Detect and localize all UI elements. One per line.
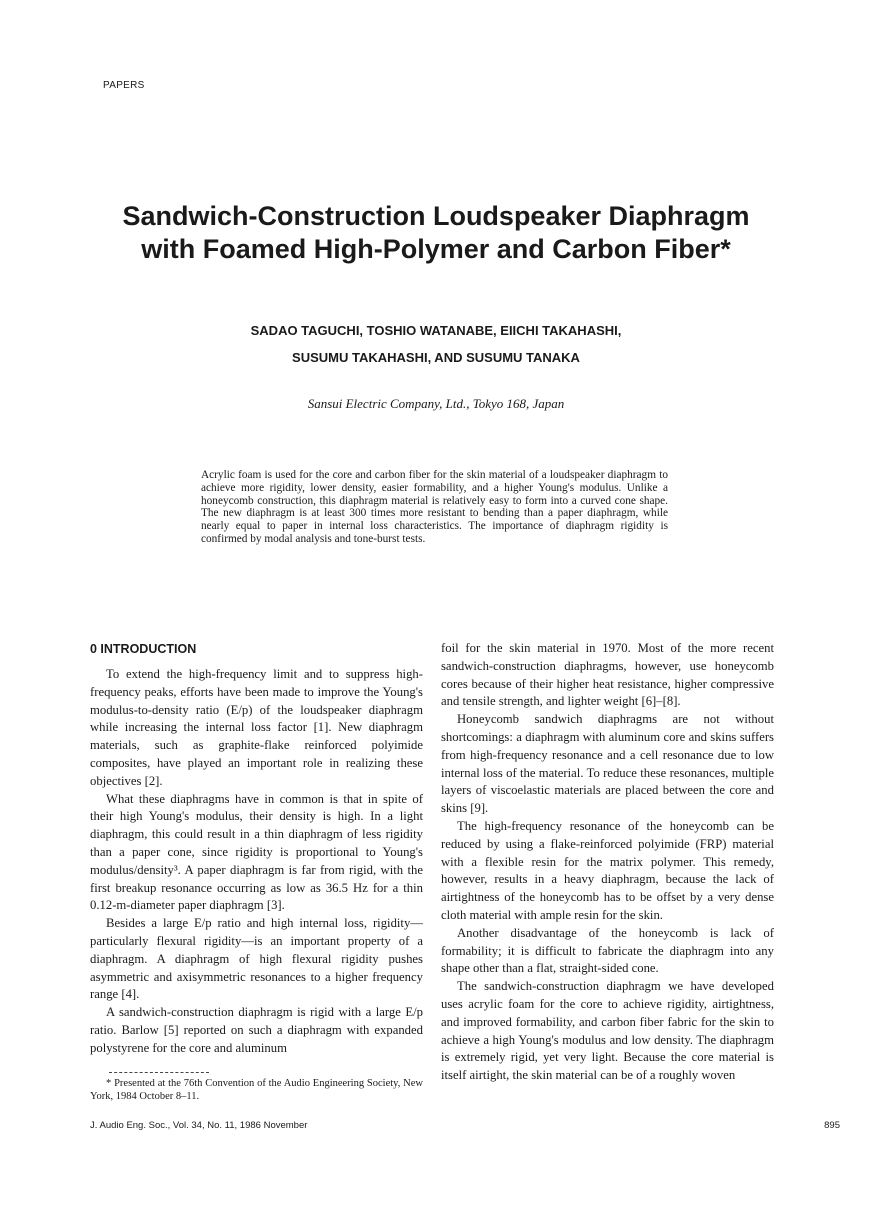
abstract: Acrylic foam is used for the core and carbon fiber for the skin material of a loudspeaker diaphragm to achieve more rigidity, lower density, easier formability, and a higher Young's modulus. Unlike a honeycomb construction, this diaphragm material is relatively easy to form into a curved cone shape. The new diaphragm is at least 300 times more resistant to bending than a paper diaphragm, while nearly equal to paper in internal loss characteristics. The importance of diaphragm rigidity is confirmed by modal analysis and tone-burst tests.: [201, 469, 668, 545]
paragraph: The high-frequency resonance of the honeycomb can be reduced by using a flake-reinforced polyimide (FRP) material with a flexible resin for the matrix polymer. This remedy, however, results in a heavy diaphragm, because the lack of airtightness of the honeycomb has to be offset by a very dense cloth material with ample resin for the skin.: [441, 818, 774, 922]
right-column: [441, 640, 774, 1085]
section-label: PAPERS: [103, 80, 145, 91]
paragraph: Honeycomb sandwich diaphragms are not without shortcomings: a diaphragm with aluminum core and skins suffers from high-frequency resonance and a cell resonance due to low internal loss of the material. To reduce these resonances, multiple layers of viscoelastic materials are placed between the core and skins [9].: [441, 712, 774, 816]
paragraph: The sandwich-construction diaphragm we have developed uses acrylic foam for the core to achieve rigidity, airtightness, and improved formability, and carbon fiber fabric for the skin to achieve a high Young's modulus and low density. The diaphragm is extremely rigid, yet very light. Because the core material is itself airtight, the skin material can be of a roughly woven: [441, 979, 774, 1083]
paper-title: [60, 200, 812, 266]
journal-citation: J. Audio Eng. Soc., Vol. 34, No. 11, 1986 November: [90, 1120, 308, 1131]
title-line-1: Sandwich-Construction Loudspeaker Diaphragm: [122, 201, 750, 231]
affiliation: Sansui Electric Company, Ltd., Tokyo 168, Japan: [307, 396, 565, 411]
paragraph: What these diaphragms have in common is that in spite of their high Young's modulus, their density is high. In a light diaphragm, this could result in a thin diaphragm of less rigidity than a paper cone, since rigidity is proportional to Young's modulus/density³. A paper diaphragm is far from rigid, with the first breakup resonance occurring as low as 36.5 Hz for a thin 0.12-m-diameter paper diaphragm [3].: [90, 791, 423, 913]
paragraph: To extend the high-frequency limit and to suppress high-frequency peaks, efforts have been made to improve the Young's modulus-to-density ratio (E/p) of the loudspeaker diaphragm while increasing the internal loss factor [1]. New diaphragm materials, such as graphite-flake reinforced polyimide composites, have played an important role in realizing these objectives [2].: [90, 667, 423, 788]
paragraph: A sandwich-construction diaphragm is rigid with a large E/p ratio. Barlow [5] reported on such a diaphragm with expanded polystyrene for the core and aluminum: [90, 1005, 423, 1055]
paragraph: Besides a large E/p ratio and high internal loss, rigidity—particularly flexural rigidity—is an important property of a diaphragm. A diaphragm of high flexural rigidity pushes asymmetric and axisymmetric resonances to a higher frequency range [4].: [90, 916, 423, 1002]
footnote: * Presented at the 76th Convention of the Audio Engineering Society, New York, 1984 October 8–11.: [90, 1078, 423, 1102]
title-line-2: with Foamed High-Polymer and Carbon Fiber*: [141, 234, 731, 264]
authors-line-2: SUSUMU TAKAHASHI, AND SUSUMU TANAKA: [292, 350, 580, 365]
page-number: 895: [824, 1120, 840, 1131]
left-column: [90, 640, 423, 1058]
footnote-divider: [109, 1072, 209, 1073]
paragraph: foil for the skin material in 1970. Most of the more recent sandwich-construction diaphragms, however, use honeycomb cores because of their higher heat resistance, higher compressive and tensile strength, and lighter weight [6]–[8].: [441, 641, 774, 709]
author-list: [60, 317, 812, 371]
section-heading: 0 INTRODUCTION: [90, 642, 197, 656]
paragraph: Another disadvantage of the honeycomb is lack of formability; it is difficult to fabricate the diaphragm into any shape other than a flat, straight-sided cone.: [441, 925, 774, 976]
authors-line-1: SADAO TAGUCHI, TOSHIO WATANABE, EIICHI TAKAHASHI,: [250, 323, 622, 338]
